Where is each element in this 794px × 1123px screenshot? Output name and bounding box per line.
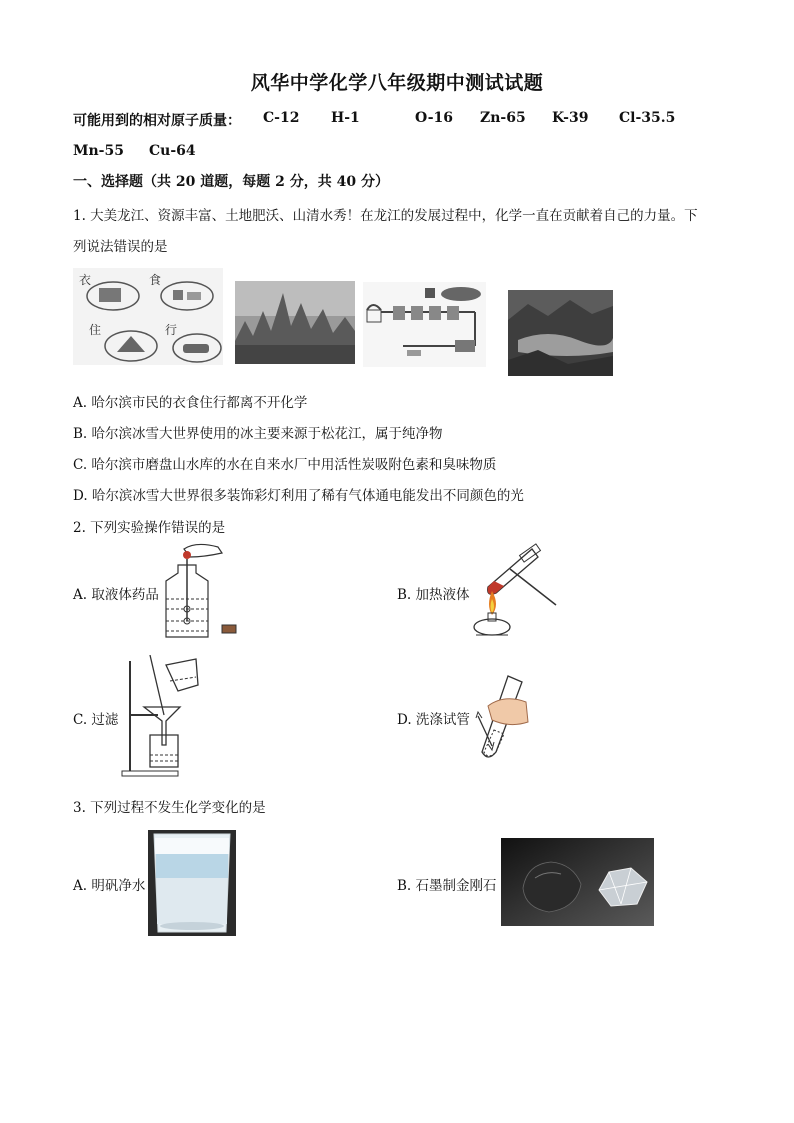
question-3-option-a[interactable]: A. 明矾净水 [73, 878, 146, 894]
heating-test-tube-illustration [470, 543, 558, 640]
pic-label-clothing: 衣 [79, 273, 92, 287]
question-1-stem: 1. 大美龙江、资源丰富、土地肥沃、山清水秀！在龙江的发展过程中，化学一直在贡献着自己的力量。下 [73, 208, 698, 224]
atomic-mass-item: Cl-35.5 [619, 110, 676, 126]
atomic-mass-item: Mn-55 [73, 143, 124, 159]
question-3-option-b[interactable]: B. 石墨制金刚石 [397, 878, 497, 894]
page-title: 风华中学化学八年级期中测试试题 [250, 72, 544, 94]
section-heading: 一、选择题（共 20 道题，每题 2 分，共 40 分） [73, 174, 389, 190]
question-1-option-c[interactable]: C. 哈尔滨市磨盘山水库的水在自来水厂中用活性炭吸附色素和臭味物质 [73, 457, 497, 473]
question-1-option-b[interactable]: B. 哈尔滨冰雪大世界使用的冰主要来源于松花江，属于纯净物 [73, 426, 443, 442]
pic-label-food: 食 [149, 273, 162, 287]
question-2-option-b[interactable]: B. 加热液体 [397, 587, 470, 603]
atomic-mass-item: H-1 [331, 110, 360, 126]
graphite-diamond-photo [501, 838, 654, 926]
atomic-mass-item: Zn-65 [480, 110, 526, 126]
atomic-mass-item: K-39 [552, 110, 589, 126]
reservoir-photo [508, 290, 613, 376]
water-treatment-diagram [363, 282, 486, 367]
question-2-stem: 2. 下列实验操作错误的是 [73, 520, 226, 536]
atomic-mass-label: 可能用到的相对原子质量： [73, 113, 241, 129]
atomic-mass-item: C-12 [263, 110, 300, 126]
question-2-option-c[interactable]: C. 过滤 [73, 712, 119, 728]
filtration-illustration [120, 655, 200, 777]
atomic-mass-item: Cu-64 [149, 143, 196, 159]
pic-label-housing: 住 [89, 323, 102, 337]
washing-test-tube-illustration [474, 672, 530, 760]
question-1-option-d[interactable]: D. 哈尔滨冰雪大世界很多装饰彩灯利用了稀有气体通电能发出不同颜色的光 [73, 488, 524, 504]
ice-castle-photo [235, 281, 355, 364]
question-3-stem: 3. 下列过程不发生化学变化的是 [73, 800, 266, 816]
dropper-bottle-illustration [160, 543, 238, 640]
question-1-option-a[interactable]: A. 哈尔滨市民的衣食住行都离不开化学 [73, 395, 308, 411]
alum-water-glass-photo [148, 830, 236, 936]
atomic-mass-item: O-16 [415, 110, 454, 126]
question-1-stem-cont: 列说法错误的是 [73, 239, 168, 255]
pic-label-transport: 行 [165, 323, 178, 337]
daily-life-sketch-image [73, 268, 223, 365]
question-2-option-d[interactable]: D. 洗涤试管 [397, 712, 470, 728]
question-2-option-a[interactable]: A. 取液体药品 [73, 587, 159, 603]
